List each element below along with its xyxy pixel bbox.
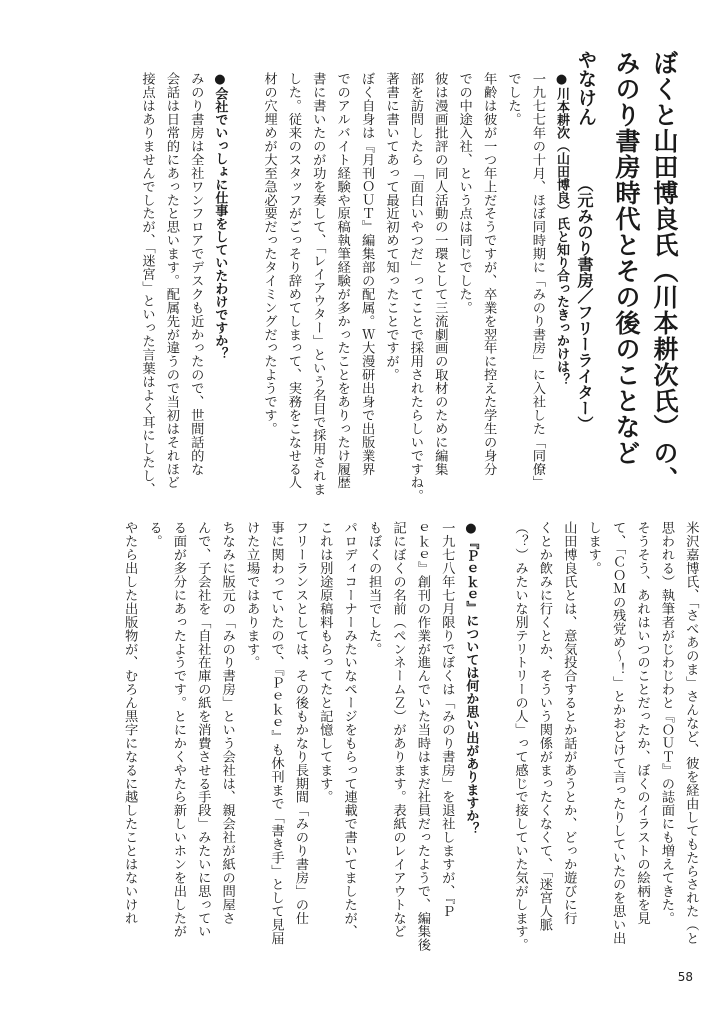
text-line: （？）みたいな別テリトリーの人」って感じで接していた気がします。 bbox=[512, 521, 528, 952]
text-line: フリーランスとしては、その後もかなり長期間「みのり書房」の仕 bbox=[292, 521, 308, 925]
text-line: 会話は日常的にあったと思います。配属先が違うので当初はそれほど bbox=[163, 72, 179, 489]
author-note: （元みのり書房／フリーライター） bbox=[575, 176, 594, 432]
text-line: 一九七七年の十月、ほぼ同時期に「みのり書房」に入社した「同僚」 bbox=[529, 72, 545, 489]
text-line: る面が多分にあったようです。とにかくやたら新しいホンを出したが bbox=[170, 521, 186, 938]
text-line: くとか飲みに行くとか、そういう関係がまったくなくて、「迷宮人脈 bbox=[536, 521, 552, 932]
text-line: けた立場ではあります。 bbox=[244, 521, 260, 669]
text-line: みのり書房は全社ワンフロアでデスクも近かったので、世間話的な bbox=[188, 72, 204, 476]
text-line: んで、子会社を「自社在庫の紙を消費させる手段」みたいに思ってい bbox=[195, 521, 211, 938]
text-line: もぼくの担当でした。 bbox=[366, 521, 382, 656]
text-line: そうそう、あれはいつのことだったか、ぼくのイラストの絵柄を見 bbox=[634, 521, 650, 925]
page-number: 58 bbox=[677, 970, 693, 984]
text-line: 彼は漫画批評の同人活動の一環として三流劇画の取材のために編集 bbox=[432, 72, 448, 476]
text-line: 記にぼくの名前（ペンネームＺ）があります。表紙のレイアウトなど bbox=[390, 521, 406, 938]
text-line: これは別途原稿料もらってたと記憶してます。 bbox=[317, 521, 333, 804]
text-line: します。 bbox=[585, 521, 601, 575]
text-line: る。 bbox=[146, 521, 162, 548]
text-line: ちなみに版元の「みのり書房」という会社は、親会社が紙の問屋さ bbox=[219, 521, 235, 925]
text-line: て、「ＣＯＭの残党め〜！」とかおどけて言ったりしていたのを思い出 bbox=[610, 521, 626, 945]
text-line: でのアルバイト経験や原稿執筆経験が多かったことをありったけ履歴 bbox=[334, 72, 350, 489]
text-line: 米沢嘉博氏、「さべあのま」さんなど、彼を経由してもたらされた（と bbox=[683, 521, 699, 945]
text-line: やたら出した出版物が、むろん黒字になるに越したことはないけれ bbox=[122, 521, 138, 925]
text-line: ｅｋｅ』創刊の作業が進んでいた当時はまだ社員だったようで、編集後 bbox=[414, 521, 430, 952]
article-title-line-2: みのり書房時代とその後のことなど bbox=[612, 50, 641, 466]
section-question: ●川本耕次（山田博良）氏と知り合ったきっかけは？ bbox=[554, 72, 569, 386]
section-question: ●会社でいっしょに仕事をしていたわけですか？ bbox=[212, 72, 228, 360]
article-title-line-1: ぼくと山田博良氏（川本耕次氏）の、 bbox=[650, 50, 679, 492]
text-line: 一九七八年七月限りでぼくは「みのり書房」を退社しますが、『Ｐ bbox=[439, 521, 455, 918]
text-line: 材の穴埋めが大至急必要だったタイミングだったようです。 bbox=[261, 72, 277, 436]
text-line: 山田博良氏とは、意気投合するとか話があうとか、どっか遊びに行 bbox=[561, 521, 577, 925]
text-line: 部を訪問したら「面白いやつだ」ってことで採用されたらしいですね。 bbox=[407, 72, 423, 503]
text-line: でした。 bbox=[505, 72, 521, 126]
text-line: 著書に書いてあって最近初めて知ったことですが。 bbox=[383, 72, 399, 382]
text-line: した。従来のスタッフがごっそり辞めてしまって、実務をこなせる人 bbox=[285, 72, 301, 489]
text-line: 書に書いたのが功を奏して、「レイアウター」という名目で採用されま bbox=[310, 72, 326, 496]
text-line: での中途入社、という点は同じでした。 bbox=[456, 72, 472, 315]
text-line: ぼく自身は『月刊ＯＵＴ』編集部の配属。Ｗ大漫研出身で出版業界 bbox=[359, 72, 375, 476]
section-question: ●『Ｐｅｋｅ』については何か思い出がありますか？ bbox=[463, 521, 479, 835]
text-line: 年齢は彼が一つ年上だそうですが、卒業を翌年に控えた学生の身分 bbox=[481, 72, 497, 476]
text-line: パロディコーナーみたいなページをもらって連載で書いてましたが、 bbox=[341, 521, 357, 938]
text-line: 接点はありませんでしたが、「迷宮」といった言葉はよく耳にしたし、 bbox=[139, 72, 155, 496]
text-line: 事に関わっていたので、『Ｐｅｋｅ』も休刊まで「書き手」として見届 bbox=[268, 521, 284, 945]
text-line: 思われる）執筆者がじわじわと『ＯＵＴ』の誌面にも増えてきた。 bbox=[658, 521, 674, 925]
author-name: やなけん bbox=[575, 50, 597, 126]
